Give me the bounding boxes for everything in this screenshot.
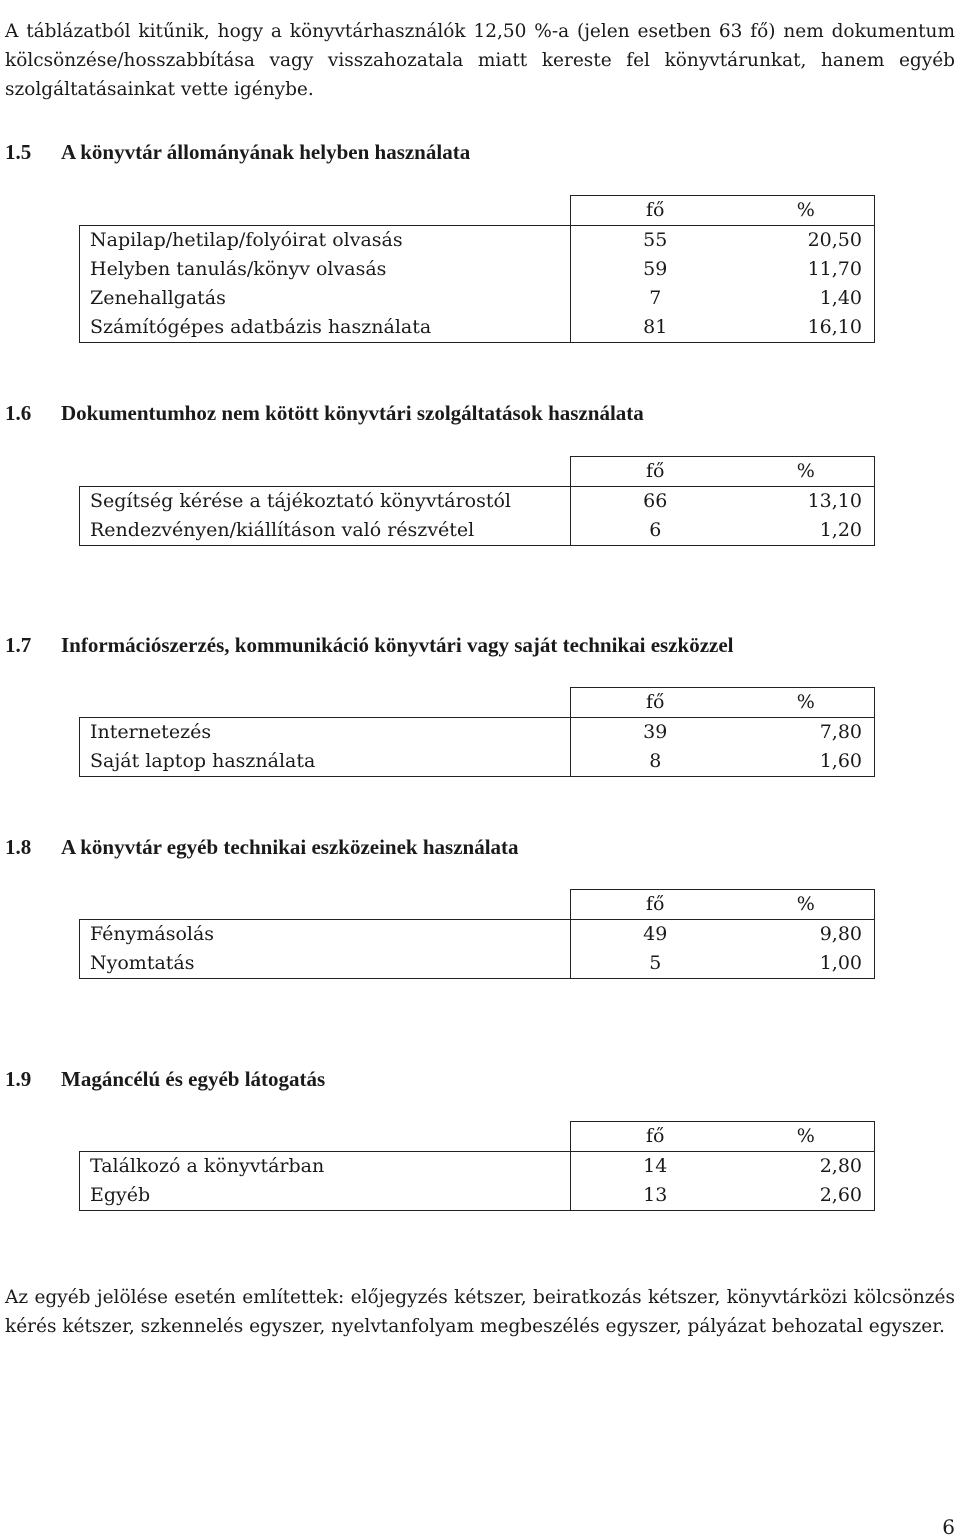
table-row xyxy=(80,920,875,950)
table-row xyxy=(80,313,875,343)
header-count: fő xyxy=(571,688,740,718)
row-label: Segítség kérése a tájékoztató könyvtárostól xyxy=(80,487,571,517)
row-count: 6 xyxy=(571,516,740,546)
header-count: fő xyxy=(571,457,740,487)
table-row xyxy=(80,949,875,979)
table-1-6 xyxy=(79,456,875,546)
header-count: fő xyxy=(571,1122,740,1152)
row-count: 66 xyxy=(571,487,740,517)
row-count: 39 xyxy=(571,718,740,748)
row-label: Egyéb xyxy=(80,1181,571,1211)
page-number: 6 xyxy=(942,1515,955,1539)
section-number: 1.5 xyxy=(5,140,32,164)
row-percent: 1,40 xyxy=(819,287,862,309)
row-count: 59 xyxy=(571,255,740,284)
section-title: Magáncélú és egyéb látogatás xyxy=(61,1067,326,1091)
row-percent: 1,20 xyxy=(819,519,862,541)
row-percent: 1,00 xyxy=(819,952,862,974)
table-row xyxy=(80,226,875,256)
row-percent: 13,10 xyxy=(807,490,862,512)
section-heading-1-9 xyxy=(5,1066,325,1092)
row-label: Saját laptop használata xyxy=(80,747,571,777)
table-row xyxy=(80,1181,875,1211)
header-count: fő xyxy=(571,196,740,226)
table-row xyxy=(80,1152,875,1182)
section-heading-1-5 xyxy=(5,139,470,165)
table-1-5 xyxy=(79,195,875,343)
row-percent: 1,60 xyxy=(819,750,862,772)
row-count: 5 xyxy=(571,949,740,979)
table-1-8 xyxy=(79,889,875,979)
row-count: 14 xyxy=(571,1152,740,1182)
section-number: 1.8 xyxy=(5,835,32,859)
table-row xyxy=(80,718,875,748)
table-1-7 xyxy=(79,687,875,777)
table-row xyxy=(80,747,875,777)
row-percent: 7,80 xyxy=(819,721,862,743)
table-header-row xyxy=(80,457,875,487)
header-percent: % xyxy=(740,688,875,718)
intro-paragraph: A táblázatból kitűnik, hogy a könyvtárhasználók 12,50 %-a (jelen esetben 63 fő) nem dokumentum kölcsönzése/hosszabbítása vagy visszahozatala miatt kereste fel könyvtárunkat, hanem egyéb szolgáltatásainkat vette igénybe. xyxy=(5,20,955,100)
table-row xyxy=(80,284,875,313)
row-count: 55 xyxy=(571,226,740,256)
table-row xyxy=(80,516,875,546)
row-label: Helyben tanulás/könyv olvasás xyxy=(80,255,571,284)
row-count: 13 xyxy=(571,1181,740,1211)
section-title: A könyvtár egyéb technikai eszközeinek használata xyxy=(61,835,519,859)
row-count: 81 xyxy=(571,313,740,343)
section-number: 1.6 xyxy=(5,401,32,425)
row-percent: 16,10 xyxy=(807,316,862,338)
row-percent: 2,80 xyxy=(819,1155,862,1177)
section-number: 1.7 xyxy=(5,633,32,657)
header-empty-cell xyxy=(80,457,571,487)
section-title: Információszerzés, kommunikáció könyvtári vagy saját technikai eszközzel xyxy=(61,633,734,657)
row-label: Nyomtatás xyxy=(80,949,571,979)
section-heading-1-8 xyxy=(5,834,519,860)
header-percent: % xyxy=(740,1122,875,1152)
table-row xyxy=(80,487,875,517)
header-percent: % xyxy=(740,457,875,487)
row-percent: 9,80 xyxy=(819,923,862,945)
section-title: Dokumentumhoz nem kötött könyvtári szolgáltatások használata xyxy=(61,401,644,425)
row-label: Internetezés xyxy=(80,718,571,748)
section-title: A könyvtár állományának helyben használata xyxy=(61,140,471,164)
table-header-row xyxy=(80,196,875,226)
header-percent: % xyxy=(740,196,875,226)
table-1-9 xyxy=(79,1121,875,1211)
table-header-row xyxy=(80,890,875,920)
section-heading-1-7 xyxy=(5,632,734,658)
row-count: 7 xyxy=(571,284,740,313)
row-percent: 20,50 xyxy=(807,229,862,251)
table-row xyxy=(80,255,875,284)
row-label: Találkozó a könyvtárban xyxy=(80,1152,571,1182)
header-count: fő xyxy=(571,890,740,920)
section-number: 1.9 xyxy=(5,1067,32,1091)
row-label: Zenehallgatás xyxy=(80,284,571,313)
row-percent: 11,70 xyxy=(807,258,862,280)
section-heading-1-6 xyxy=(5,400,644,426)
header-empty-cell xyxy=(80,890,571,920)
row-label: Számítógépes adatbázis használata xyxy=(80,313,571,343)
row-percent: 2,60 xyxy=(819,1184,862,1206)
header-empty-cell xyxy=(80,1122,571,1152)
table-header-row xyxy=(80,1122,875,1152)
table-header-row xyxy=(80,688,875,718)
header-empty-cell xyxy=(80,196,571,226)
row-count: 8 xyxy=(571,747,740,777)
row-label: Fénymásolás xyxy=(80,920,571,950)
header-empty-cell xyxy=(80,688,571,718)
header-percent: % xyxy=(740,890,875,920)
row-label: Napilap/hetilap/folyóirat olvasás xyxy=(80,226,571,256)
row-count: 49 xyxy=(571,920,740,950)
row-label: Rendezvényen/kiállításon való részvétel xyxy=(80,516,571,546)
closing-paragraph: Az egyéb jelölése esetén említettek: előjegyzés kétszer, beiratkozás kétszer, könyvtárközi kölcsönzés kérés kétszer, szkennelés egyszer, nyelvtanfolyam megbeszélés egyszer, pályázat behozatal egyszer. xyxy=(5,1286,955,1337)
